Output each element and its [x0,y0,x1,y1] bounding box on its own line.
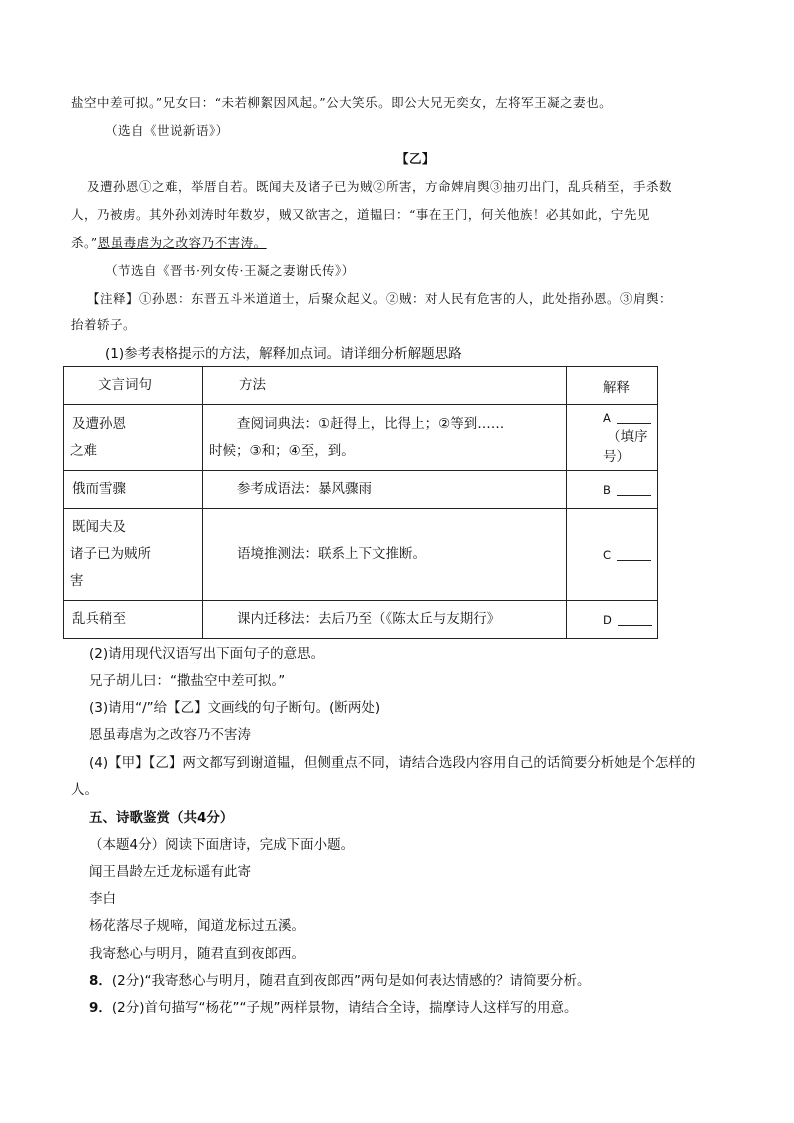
answer-blank-d[interactable] [618,624,652,626]
q3-prompt: (3)请用“/”给【乙】文画线的句子断句。(断两处) [89,700,381,716]
header-answer: 解释 [567,367,658,405]
table-row [64,601,658,639]
yi-paragraph-line-3 [71,233,267,251]
header-phrase: 文言词句 [64,367,203,405]
q8-text: (2分)“我寄愁心与明月，随君直到夜郎西”两句是如何表达情感的？请简要分析。 [111,973,591,989]
poem-line-2: 我寄愁心与明月，随君直到夜郎西。 [89,946,305,962]
row-c-method: 语境推测法：联系上下文推断。 [203,509,567,601]
answer-label-d: D [603,612,612,627]
answer-label-c: C [603,547,612,562]
poem-line-1: 杨花落尽子规啼，闻道龙标过五溪。 [89,918,305,934]
yi-note-line-1: 【注释】①孙恩：东晋五斗米道道士，后聚众起义。②贼：对人民有危害的人，此处指孙恩。③肩舆： [87,291,673,306]
yi-title: 【乙】 [396,151,436,166]
table-row [64,471,658,509]
row-d-phrase: 乱兵稍至 [64,601,203,639]
q8-number: 8． [89,973,112,989]
row-c-phrase-line-3: 害 [70,573,84,589]
row-b-answer [567,471,658,509]
answer-label-b: B [603,482,611,497]
question-8 [89,969,591,989]
q9-number: 9． [89,1000,112,1016]
row-a-method [203,405,567,471]
q4-line-1: (4)【甲】【乙】两文都写到谢道韫，但侧重点不同，请结合选段内容用自己的话简要分析她是个怎样的 [89,755,696,771]
yi-p3-start: 杀。” [71,235,98,250]
table-row [64,405,658,471]
row-a-phrase [64,405,203,471]
answer-label-a: A [603,410,611,425]
header-method: 方法 [203,367,567,405]
table-header-row [64,367,658,405]
row-a-phrase-line-2: 之难 [70,442,97,459]
row-b-method: 参考成语法：暴风骤雨 [203,471,567,509]
q9-text: (2分)首句描写“杨花”“子规”两样景物，请结合全诗，揣摩诗人这样写的用意。 [111,1000,578,1016]
row-a-method-line-1: 查阅词典法：①赶得上，比得上；②等到…… [237,415,505,432]
answer-blank-b[interactable] [617,494,651,496]
yi-paragraph-line-1: 及遭孙恩①之难，举厝自若。既闻夫及诸子已为贼②所害，方命婢肩舆③抽刃出门，乱兵稍至，手杀数 [87,179,673,194]
poem-author: 李白 [89,891,116,907]
table-row [64,509,658,601]
q2-prompt: (2)请用现代汉语写出下面句子的意思。 [89,646,325,662]
q3-sentence: 恩虽毒虐为之改容乃不害涛 [89,727,251,743]
yi-note-line-2: 抬着轿子。 [71,317,137,332]
row-a-phrase-line-1: 及遭孙恩 [72,415,126,432]
section5-intro: （本题4分）阅读下面唐诗，完成下面小题。 [89,837,355,853]
section5-heading: 五、诗歌鉴赏（共4分） [89,810,234,826]
q2-sentence: 兄子胡儿曰：“撒盐空中差可拟。” [89,673,286,689]
row-c-phrase-line-1: 既闻夫及 [72,519,126,535]
row-d-method: 课内迁移法：去后乃至（《陈太丘与友期行》 [203,601,567,639]
poem-title: 闻王昌龄左迁龙标遥有此寄 [89,864,251,880]
row-a-answer [567,405,658,471]
question-9 [89,996,578,1016]
jia-source: （选自《世说新语》） [105,123,229,138]
answer-note-a: （填序号） [603,428,648,465]
row-b-phrase: 俄而雪骤 [64,471,203,509]
row-c-phrase [64,509,203,601]
row-c-phrase-line-2: 诸子已为贼所 [70,546,151,562]
yi-paragraph-line-2: 人，乃被虏。其外孙刘涛时年数岁，贼又欲害之，道韫曰：“事在王门，何关他族！必其如此，宁先见 [71,207,650,222]
yi-source: （节选自《晋书·列女传·王凝之妻谢氏传》） [105,263,355,278]
row-d-answer [567,601,658,639]
answer-blank-a[interactable] [617,422,651,424]
q1-prompt: (1)参考表格提示的方法，解释加点词。请详细分析解题思路 [105,346,462,362]
jia-end-line: 盐空中差可拟。”兄女曰：“未若柳絮因风起。”公大笑乐。即公大兄无奕女，左将军王凝之妻也。 [71,95,613,110]
answer-blank-c[interactable] [617,559,651,561]
row-a-method-line-2: 时候；③和；④至，到。 [209,442,355,459]
q4-line-2: 人。 [71,782,98,798]
row-c-answer [567,509,658,601]
yi-underlined-sentence: 恩虽毒虐为之改容乃不害涛。 [97,235,267,250]
method-table [63,366,658,639]
